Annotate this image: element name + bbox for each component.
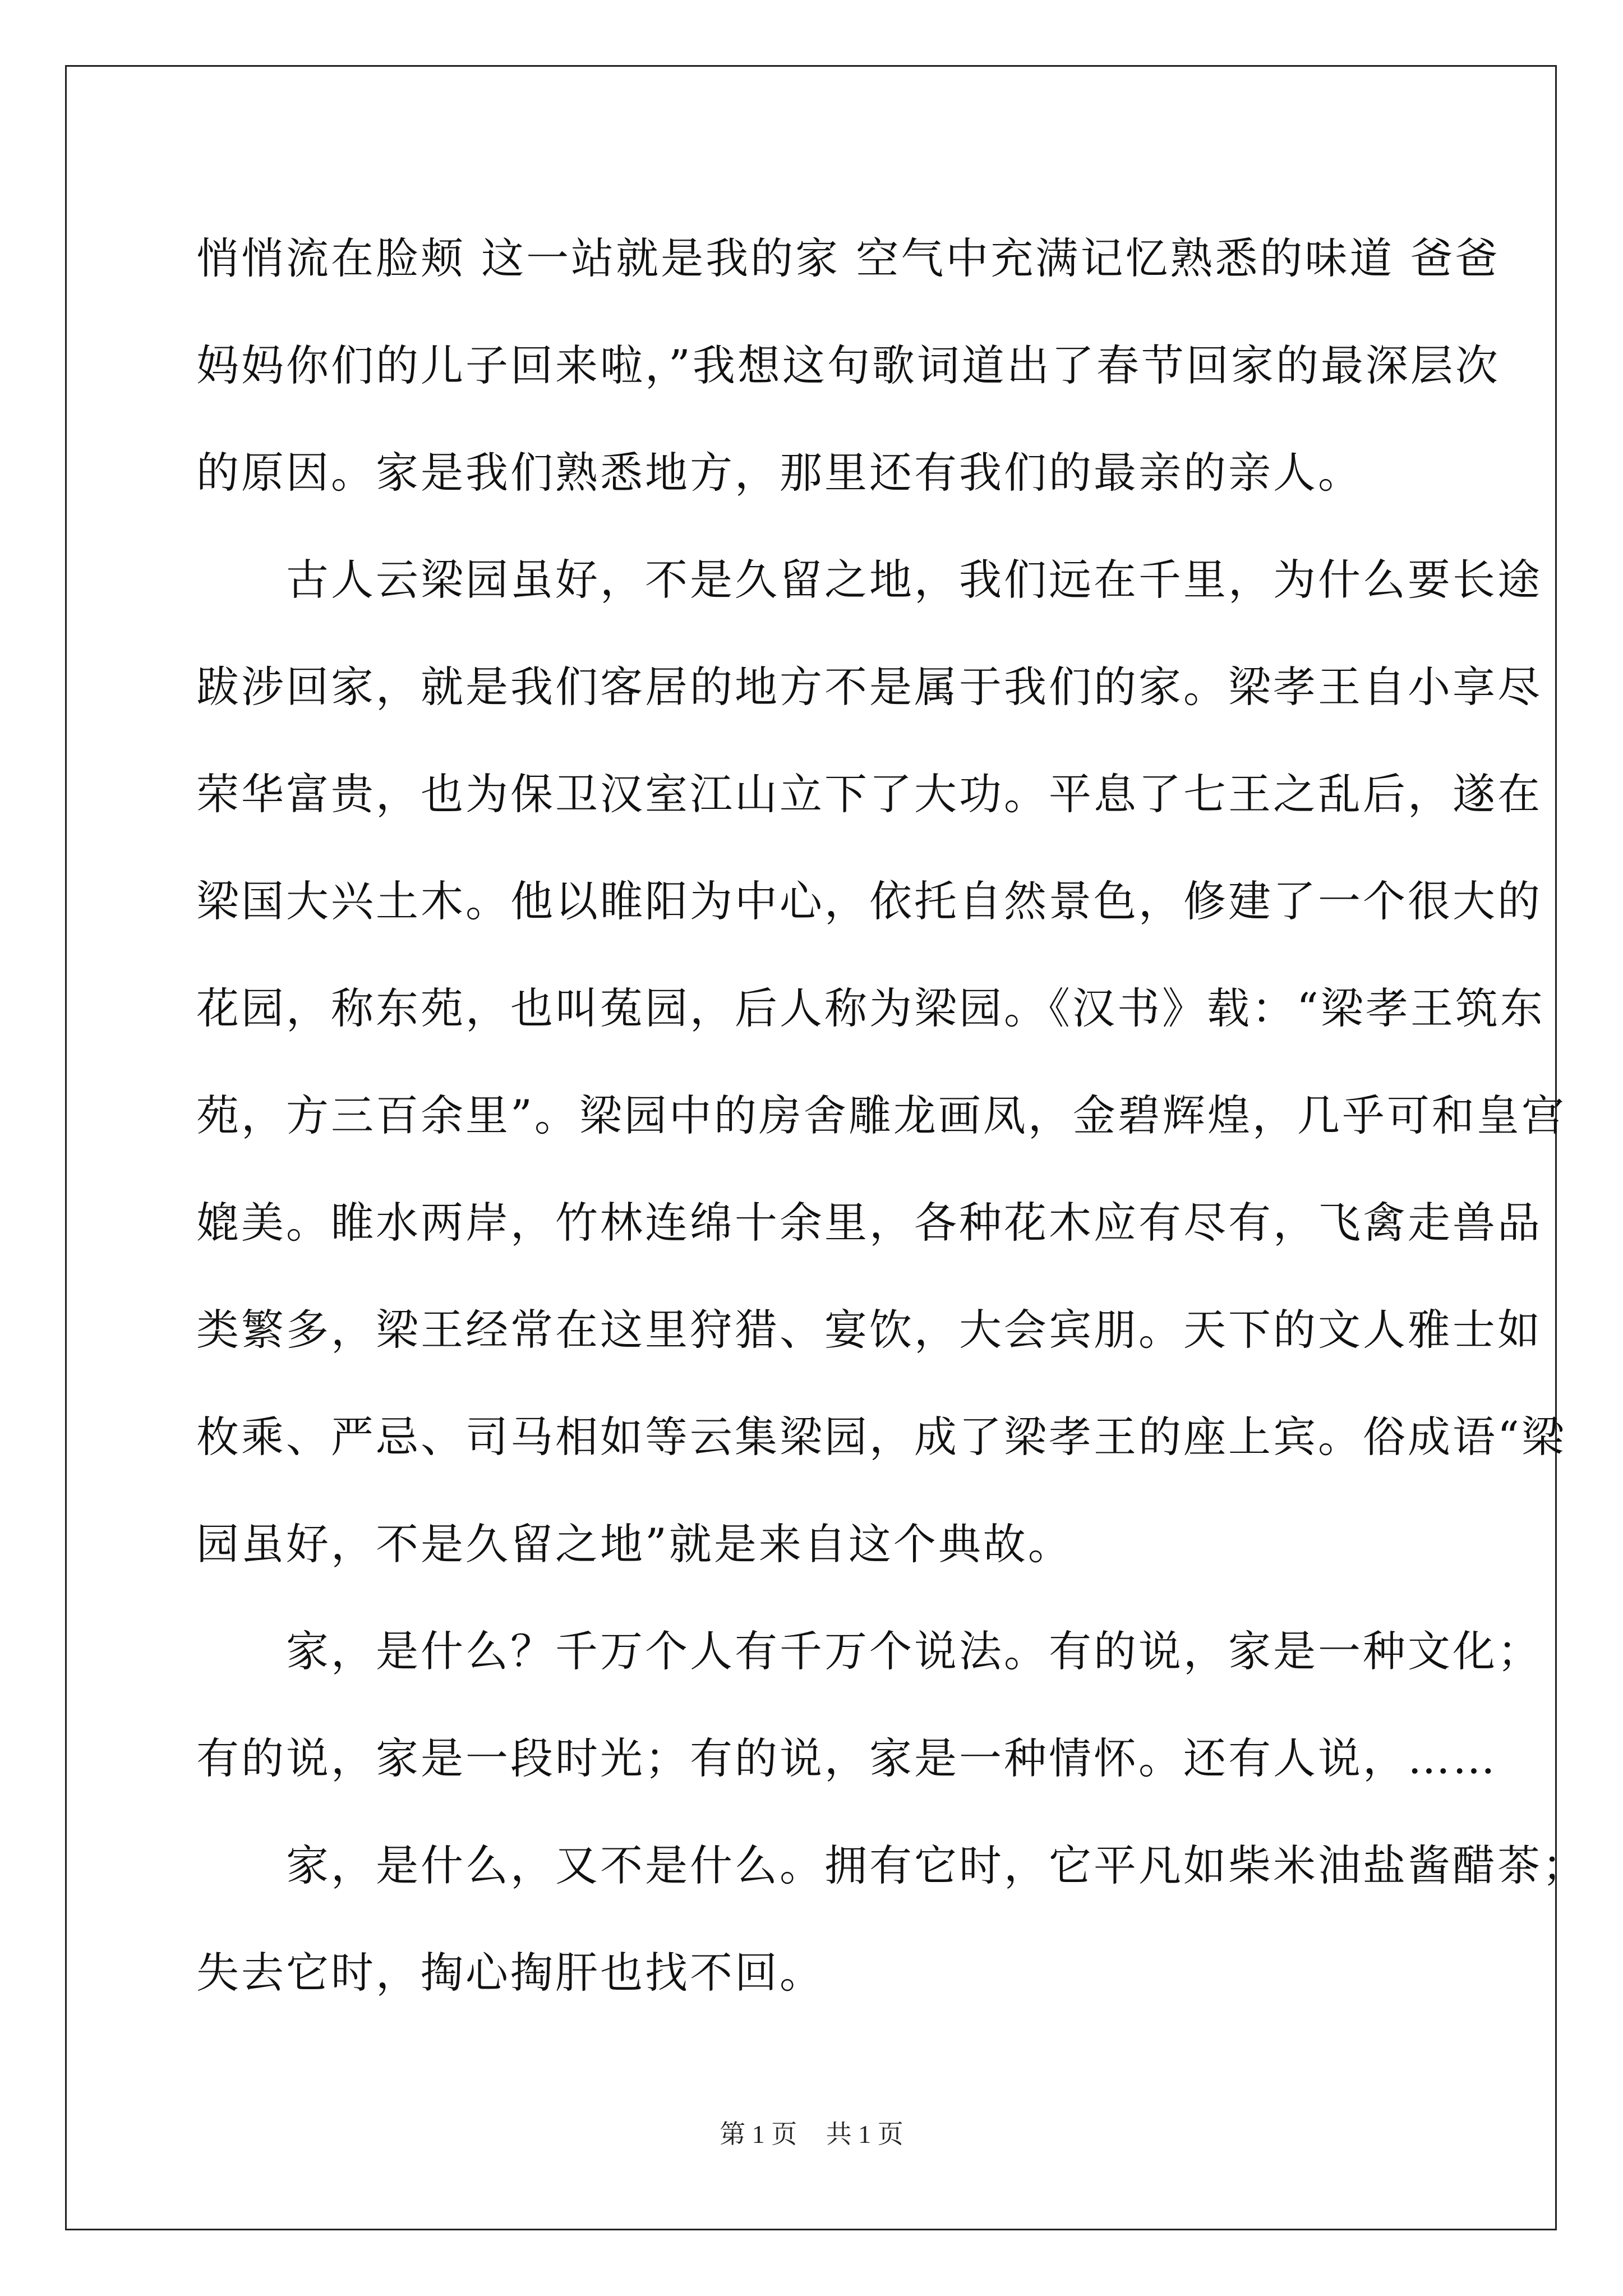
paragraph-start-line: 家，是什么，又不是什么。拥有它时，它平凡如柴米油盐酱醋茶； xyxy=(286,1841,1587,1890)
page-number: 第 1 页 xyxy=(720,2120,797,2148)
text-line: 荣华富贵，也为保卫汉室江山立下了大功。平息了七王之乱后，遂在 xyxy=(196,769,1542,819)
text-line: 苑，方三百余里”。梁园中的房舍雕龙画凤，金碧辉煌，几乎可和皇宫 xyxy=(196,1091,1566,1140)
text-line: 的原因。家是我们熟悉地方，那里还有我们的最亲的亲人。 xyxy=(196,448,1363,498)
text-line: 跋涉回家，就是我们客居的地方不是属于我们的家。梁孝王自小享尽 xyxy=(196,662,1542,712)
text-line: 枚乘、严忌、司马相如等云集梁园，成了梁孝王的座上宾。俗成语“梁 xyxy=(196,1412,1566,1462)
page-footer xyxy=(0,2114,1623,2151)
text-line: 悄悄流在脸颊 这一站就是我的家 空气中充满记忆熟悉的味道 爸爸 xyxy=(196,233,1500,283)
text-line: 花园，称东苑，也叫菟园，后人称为梁园。《汉书》载：“梁孝王筑东 xyxy=(196,983,1545,1033)
text-line: 梁国大兴土木。他以睢阳为中心，依托自然景色，修建了一个很大的 xyxy=(196,876,1542,926)
text-line: 妈妈你们的儿子回来啦，”我想这句歌词道出了春节回家的最深层次 xyxy=(196,341,1500,390)
document-body xyxy=(196,205,1587,2026)
page-total: 共 1 页 xyxy=(826,2120,903,2148)
paragraph-start-line: 家，是什么？千万个人有千万个说法。有的说，家是一种文化； xyxy=(286,1626,1542,1676)
text-line: 园虽好，不是久留之地”就是来自这个典故。 xyxy=(196,1519,1073,1569)
paragraph-start-line: 古人云梁园虽好，不是久留之地，我们远在千里，为什么要长途 xyxy=(286,555,1542,605)
text-line: 媲美。睢水两岸，竹林连绵十余里，各种花木应有尽有，飞禽走兽品 xyxy=(196,1198,1542,1248)
text-line: 类繁多，梁王经常在这里狩猎、宴饮，大会宾朋。天下的文人雅士如 xyxy=(196,1305,1542,1355)
text-line: 有的说，家是一段时光；有的说，家是一种情怀。还有人说，…… xyxy=(196,1733,1497,1783)
text-line: 失去它时，掏心掏肝也找不回。 xyxy=(196,1948,824,1998)
